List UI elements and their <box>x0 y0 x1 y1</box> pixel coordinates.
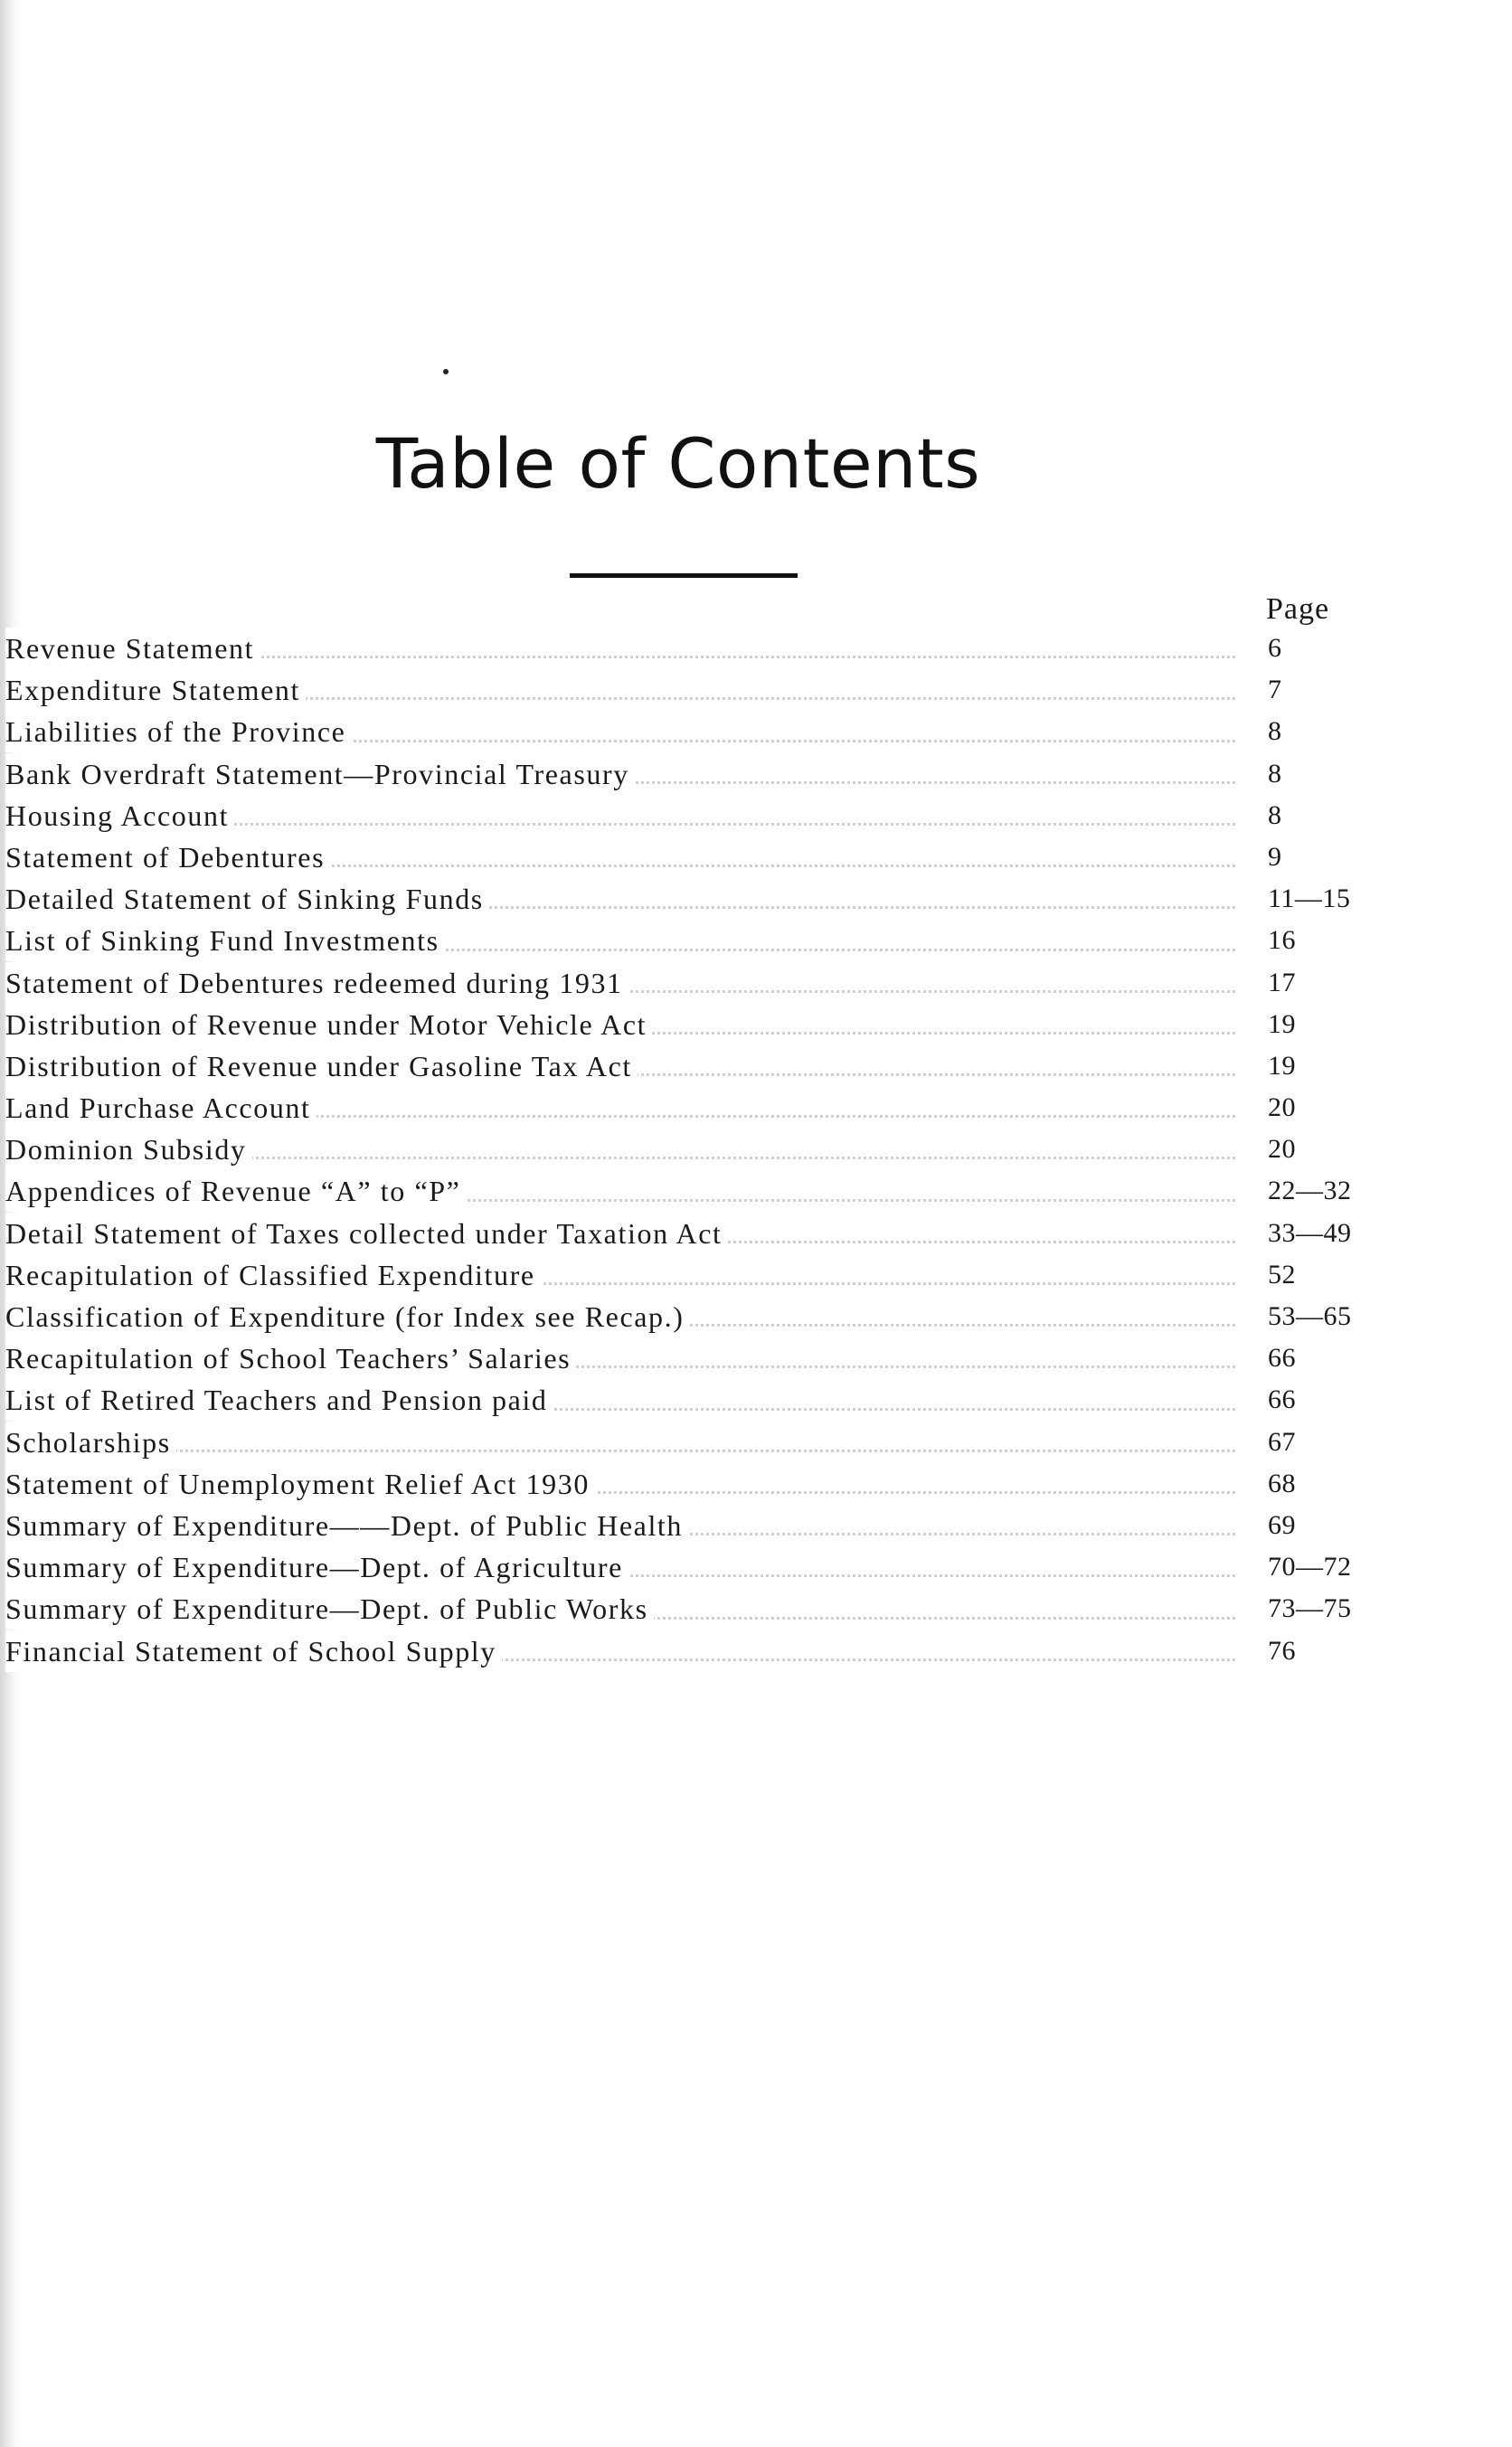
toc-entry[interactable] <box>5 1463 1362 1505</box>
toc-entry[interactable] <box>5 1087 1362 1129</box>
toc-entry-page: 33—49 <box>1268 1217 1352 1248</box>
title-underline <box>570 573 798 578</box>
toc-entry-label: Distribution of Revenue under Motor Vehicle Act <box>5 1004 652 1045</box>
toc-entry[interactable] <box>5 1296 1362 1337</box>
toc-entry-label: Statement of Debentures redeemed during 1931 <box>5 962 628 1004</box>
toc-entry[interactable] <box>5 1379 1362 1421</box>
toc-entry-page: 20 <box>1268 1092 1296 1123</box>
toc-entry-label: Housing Account <box>5 795 234 836</box>
toc-entry-page: 66 <box>1268 1343 1296 1374</box>
toc-entry-page: 20 <box>1268 1134 1296 1165</box>
toc-entry-page: 67 <box>1268 1426 1296 1457</box>
toc-entry[interactable] <box>5 1170 1362 1212</box>
toc-entry-label: List of Retired Teachers and Pension paid <box>5 1379 553 1421</box>
toc-entry-page: 52 <box>1268 1259 1296 1290</box>
toc-entry-page: 16 <box>1268 925 1296 956</box>
toc-entry-page: 69 <box>1268 1509 1296 1540</box>
toc-entry-page: 76 <box>1268 1635 1296 1666</box>
toc-list <box>5 628 1362 1672</box>
toc-entry-label: Detail Statement of Taxes collected under Taxation Act <box>5 1213 728 1254</box>
toc-entry[interactable] <box>5 1630 1362 1672</box>
toc-entry-page: 70—72 <box>1268 1552 1352 1583</box>
ink-speck <box>443 369 449 374</box>
toc-entry[interactable] <box>5 628 1362 669</box>
toc-entry[interactable] <box>5 795 1362 836</box>
toc-entry-page: 53—65 <box>1268 1301 1352 1331</box>
toc-entry-label: Dominion Subsidy <box>5 1129 252 1170</box>
toc-entry-label: Classification of Expenditure (for Index see Recap.) <box>5 1296 690 1337</box>
dot-leader <box>5 1450 1235 1452</box>
toc-entry-label: Revenue Statement <box>5 628 260 669</box>
toc-entry-label: Bank Overdraft Statement—Provincial Treasury <box>5 753 635 795</box>
toc-entry-page: 17 <box>1268 967 1296 997</box>
toc-entry-page: 22—32 <box>1268 1176 1352 1206</box>
toc-entry-label: Detailed Statement of Sinking Funds <box>5 878 489 920</box>
toc-entry-label: Recapitulation of School Teachers’ Salaries <box>5 1337 576 1379</box>
toc-entry-label: Statement of Debentures <box>5 836 330 878</box>
toc-entry-page: 66 <box>1268 1384 1296 1415</box>
toc-entry[interactable] <box>5 836 1362 878</box>
toc-entry-label: Expenditure Statement <box>5 669 306 711</box>
toc-entry[interactable] <box>5 1129 1362 1170</box>
toc-entry-page: 19 <box>1268 1050 1296 1081</box>
toc-entry[interactable] <box>5 962 1362 1004</box>
toc-entry-page: 8 <box>1268 716 1282 747</box>
toc-entry[interactable] <box>5 878 1362 920</box>
toc-entry[interactable] <box>5 1422 1362 1463</box>
toc-entry[interactable] <box>5 920 1362 961</box>
toc-entry-page: 68 <box>1268 1468 1296 1498</box>
toc-entry-page: 19 <box>1268 1008 1296 1039</box>
toc-entry-page: 6 <box>1268 633 1282 663</box>
toc-entry[interactable] <box>5 1045 1362 1087</box>
toc-entry-label: Liabilities of the Province <box>5 711 351 752</box>
toc-entry-label: Summary of Expenditure—Dept. of Public Works <box>5 1588 654 1630</box>
page-column-header: Page <box>1266 592 1330 626</box>
toc-entry[interactable] <box>5 1254 1362 1296</box>
toc-entry-label: Summary of Expenditure—Dept. of Agriculture <box>5 1546 628 1588</box>
toc-entry[interactable] <box>5 669 1362 711</box>
toc-entry-page: 7 <box>1268 675 1282 705</box>
toc-entry[interactable] <box>5 1546 1362 1588</box>
toc-entry-label: Distribution of Revenue under Gasoline Tax Act <box>5 1045 638 1087</box>
toc-entry-label: Scholarships <box>5 1422 176 1463</box>
toc-entry[interactable] <box>5 1505 1362 1546</box>
toc-entry[interactable] <box>5 1004 1362 1045</box>
toc-entry-page: 11—15 <box>1268 883 1351 914</box>
toc-entry-label: Land Purchase Account <box>5 1087 317 1129</box>
toc-entry-label: Recapitulation of Classified Expenditure <box>5 1254 541 1296</box>
toc-entry[interactable] <box>5 753 1362 795</box>
toc-entry[interactable] <box>5 1588 1362 1630</box>
toc-entry-page: 8 <box>1268 799 1282 830</box>
toc-entry-label: Summary of Expenditure——Dept. of Public Health <box>5 1505 688 1546</box>
toc-entry[interactable] <box>5 1213 1362 1254</box>
toc-entry-page: 8 <box>1268 758 1282 789</box>
toc-entry-label: Appendices of Revenue “A” to “P” <box>5 1170 466 1212</box>
toc-entry[interactable] <box>5 711 1362 752</box>
toc-entry-label: Statement of Unemployment Relief Act 1930 <box>5 1463 595 1505</box>
toc-entry[interactable] <box>5 1337 1362 1379</box>
toc-entry-label: List of Sinking Fund Investments <box>5 920 445 961</box>
toc-entry-page: 73—75 <box>1268 1593 1352 1624</box>
toc-entry-label: Financial Statement of School Supply <box>5 1630 502 1672</box>
page-title: Table of Contents <box>375 423 981 504</box>
toc-entry-page: 9 <box>1268 841 1282 872</box>
